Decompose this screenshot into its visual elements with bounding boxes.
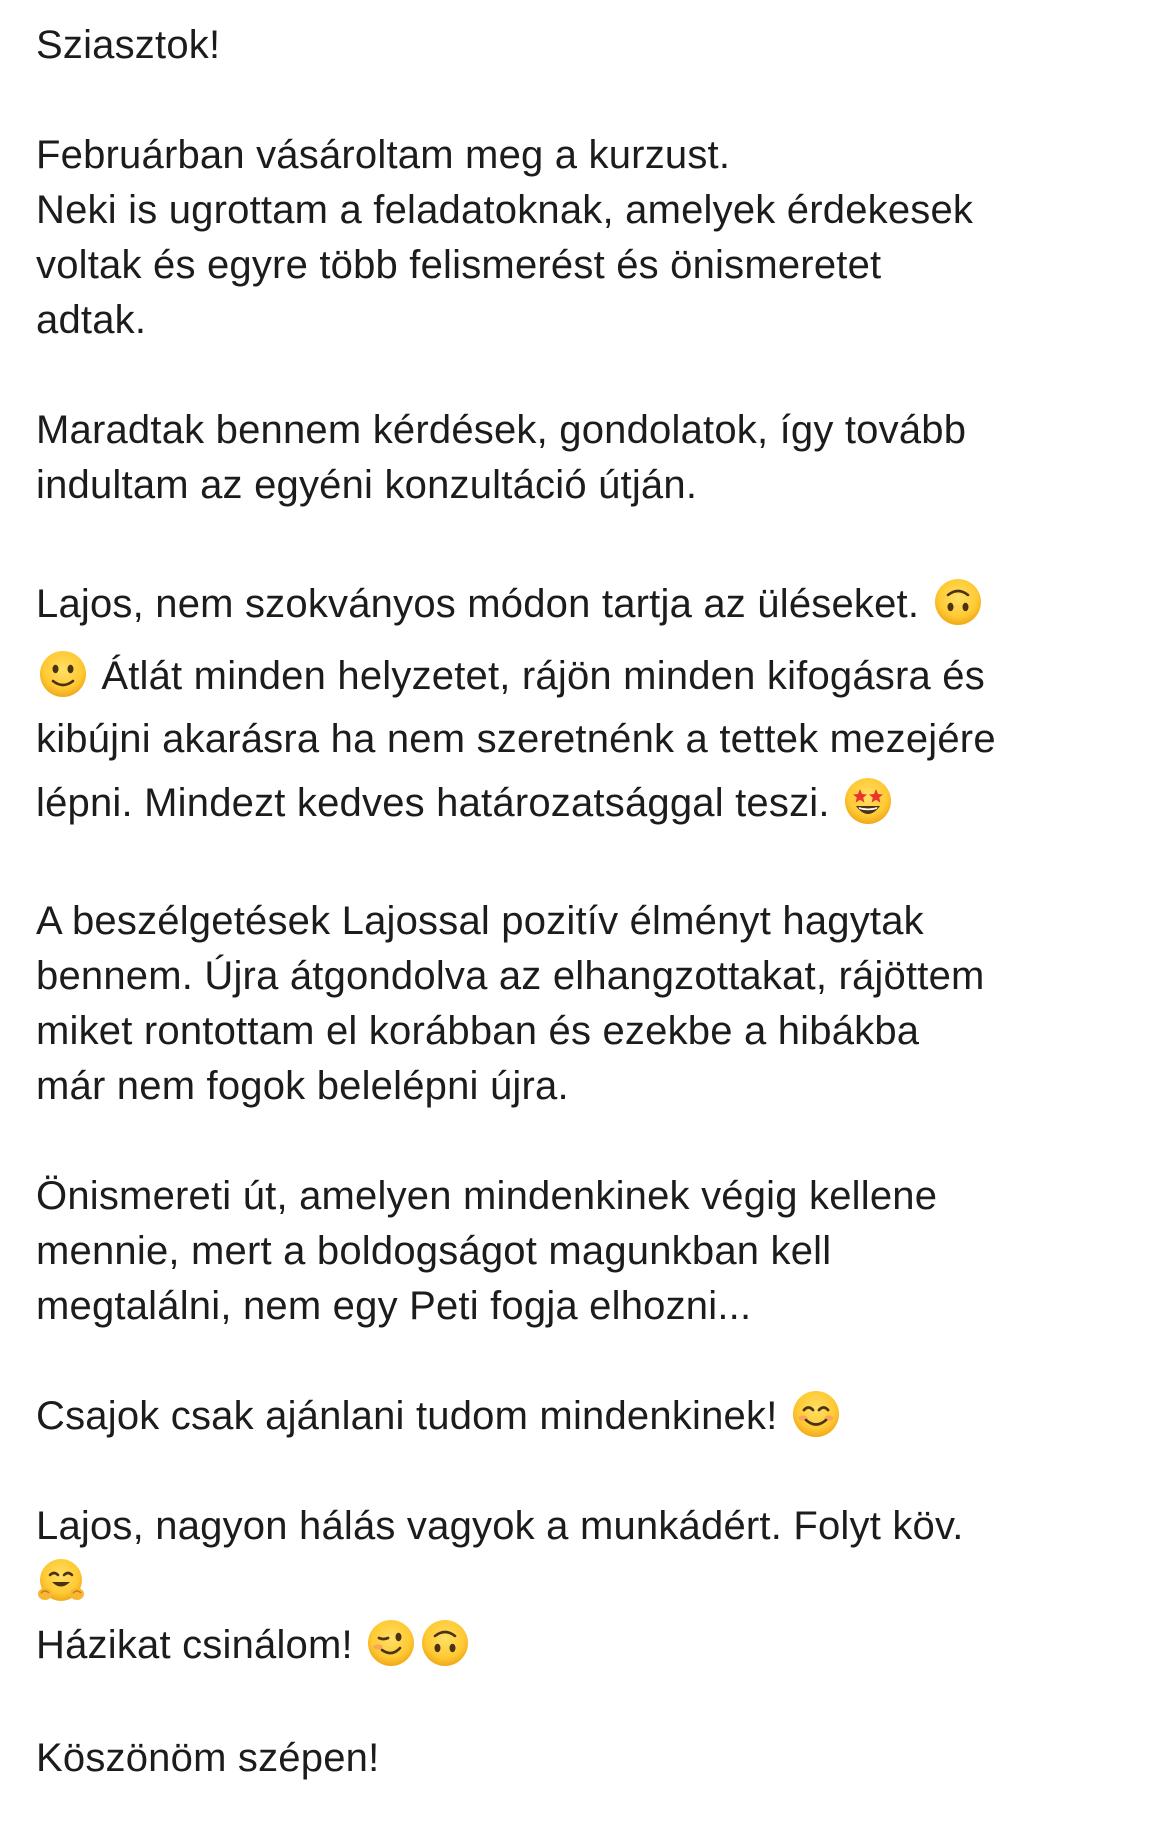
message-line bbox=[36, 568, 1136, 640]
paragraph-course bbox=[36, 128, 1136, 348]
message-line: mennie, mert a boldogságot magunkban kell bbox=[36, 1229, 832, 1273]
message-line: Lajos, nagyon hálás vagyok a munkádért. Folyt köv. bbox=[36, 1504, 964, 1548]
message-line: Sziasztok! bbox=[36, 23, 221, 67]
message-line: Maradtak bennem kérdések, gondolatok, így tovább bbox=[36, 408, 967, 452]
upside-down-face-icon bbox=[933, 577, 983, 627]
message-line: már nem fogok belelépni újra. bbox=[36, 1064, 569, 1108]
message-line: Februárban vásároltam meg a kurzust. bbox=[36, 133, 731, 177]
closing-paragraph bbox=[36, 1731, 1136, 1786]
paragraph-thanks bbox=[36, 1499, 1136, 1676]
message-body bbox=[36, 18, 1136, 1786]
message-text: lépni. Mindezt kedves határozatsággal teszi. bbox=[36, 781, 830, 825]
paragraph-conversations bbox=[36, 894, 1136, 1114]
message-line: Köszönöm szépen! bbox=[36, 1736, 380, 1780]
message-line: megtalálni, nem egy Peti fogja elhozni... bbox=[36, 1284, 752, 1328]
message-line bbox=[36, 640, 1136, 712]
message-text: Csajok csak ajánlani tudom mindenkinek! bbox=[36, 1394, 778, 1438]
paragraph-recommendation bbox=[36, 1389, 1136, 1444]
message-line bbox=[36, 1554, 1136, 1614]
message-line: adtak. bbox=[36, 298, 147, 342]
message-line bbox=[36, 767, 1136, 839]
message-line: indultam az egyéni konzultáció útján. bbox=[36, 463, 698, 507]
message-line: Önismereti út, amelyen mindenkinek végig kellene bbox=[36, 1174, 938, 1218]
upside-down-face-icon bbox=[420, 1618, 470, 1668]
message-line: kibújni akarásra ha nem szeretnénk a tettek mezejére bbox=[36, 717, 996, 761]
message-text: Átlát minden helyzetet, rájön minden kifogásra és bbox=[101, 654, 985, 698]
paragraph-consultation bbox=[36, 403, 1136, 513]
greeting-paragraph bbox=[36, 18, 1136, 73]
message-line bbox=[36, 1389, 1136, 1444]
message-line: miket rontottam el korábban és ezekbe a hibákba bbox=[36, 1009, 920, 1053]
message-line bbox=[36, 1614, 1136, 1676]
message-line: voltak és egyre több felismerést és önismeretet bbox=[36, 243, 882, 287]
star-struck-icon bbox=[843, 776, 893, 826]
smiling-face-with-smiling-eyes-icon bbox=[791, 1389, 841, 1439]
message-line: Neki is ugrottam a feladatoknak, amelyek érdekesek bbox=[36, 188, 974, 232]
hugging-face-icon bbox=[36, 1557, 86, 1607]
paragraph-self-knowledge bbox=[36, 1169, 1136, 1334]
message-text: Lajos, nem szokványos módon tartja az üléseket. bbox=[36, 582, 920, 626]
paragraph-sessions bbox=[36, 568, 1136, 839]
winking-face-icon bbox=[366, 1618, 416, 1668]
slightly-smiling-face-icon bbox=[38, 649, 88, 699]
message-line: bennem. Újra átgondolva az elhangzottakat, rájöttem bbox=[36, 954, 985, 998]
message-text: Házikat csinálom! bbox=[36, 1623, 353, 1667]
message-line: A beszélgetések Lajossal pozitív élményt hagytak bbox=[36, 899, 924, 943]
